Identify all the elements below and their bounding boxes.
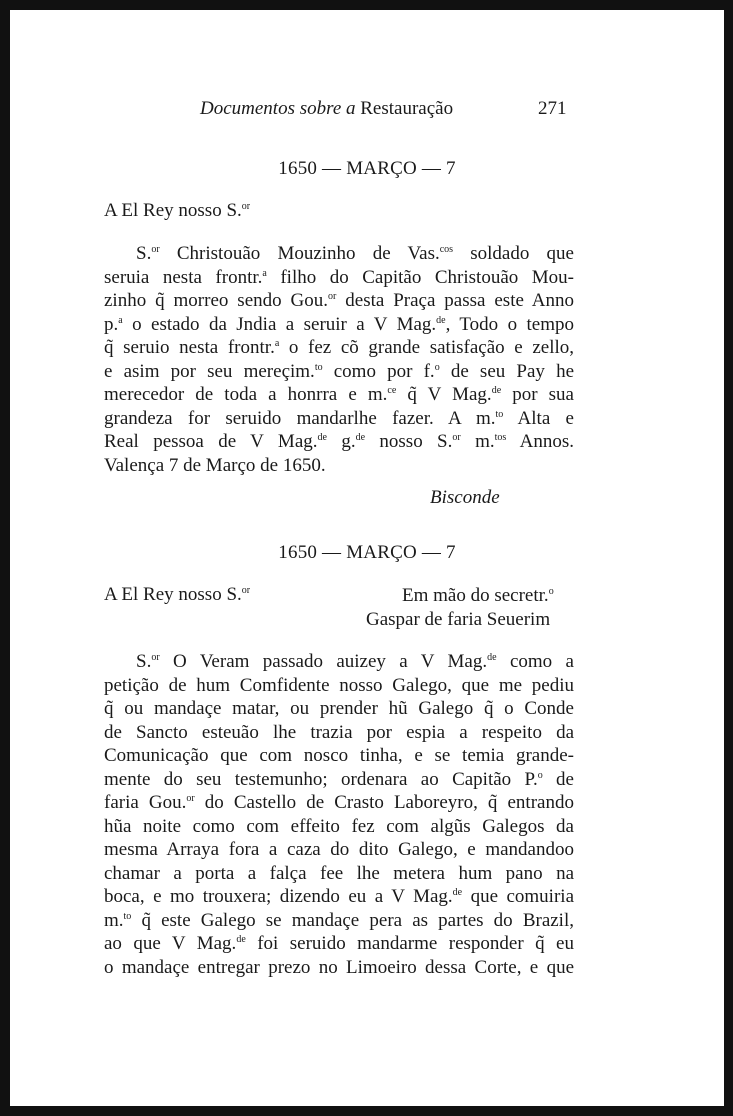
letter-2-body: S.$^{or}$ O Veram passado auizey a V Mag.$^{de}$ como a petição de hum Comfidente nosso Galego, que me pediu q̃ ou mandaçe matar, ou prender hũ Galego q̃ o Conde de Sancto esteuão lhe trazia por espia a respeito da Comunicação que com nosco tinha, e se temia grande- mente do seu testemunho; ordenara ao Capitão P.$^o$ de faria Gou.$^{or}$ do Castello de Crasto Laboreyro, q̃ entrando hũa noite como com effeito fez com algũs Galegos da mesma Arraya fora a caza do dito Galego, e mandandoo chamar a porta a falça fee lhe metera hum pano na boca, e mo trouxera; dizendo eu a V Mag.$^{de}$ que comuiria m.$^{to}$ q̃ este Galego se mandaçe pera as partes do Brazil, ao que V Mag.$^{de}$ foi seruido mandarme responder q̃ eu o mandaçe entregar prezo no Limoeiro dessa Corte, e que [104,651,574,978]
letter-2-date: 1650 — MARÇO — 7 [278,542,456,563]
document-page [10,10,724,1106]
page-number: 271 [538,98,567,119]
letter-1-address: A El Rey nosso S.$^{or}$ [104,200,251,221]
letter-1-signature: Bisconde [430,487,500,508]
letter-1-date: 1650 — MARÇO — 7 [278,158,456,179]
letter-2-delivery-note: Em mão do secretr.$^o$ Gaspar de faria Seuerim [366,585,554,630]
running-title: Documentos sobre a Restauração [200,98,454,119]
letter-1-body: S.$^{or}$ Christouão Mouzinho de Vas.$^{cos}$ soldado que seruia nesta frontr.$^a$ filho do Capitão Christouão Mou- zinho q̃ morreo sendo Gou.$^{or}$ desta Praça passa este Anno p.$^a$ o estado da Jndia a seruir a V Mag.$^{de}$, Todo o tempo q̃ seruio nesta frontr.$^a$ o fez cõ grande satisfação e zello, e asim por seu mereçim.$^{to}$ como por f.$^o$ de seu Pay he merecedor de toda a honrra e m.$^{ce}$ q̃ V Mag.$^{de}$ por sua grandeza for seruido mandarlhe fazer. A m.$^{to}$ Alta e Real pessoa de V Mag.$^{de}$ g.$^{de}$ nosso S.$^{or}$ m.$^{tos}$ Annos. Valença 7 de Março de 1650. [104,243,575,476]
letter-2-address: A El Rey nosso S.$^{or}$ [104,584,251,605]
